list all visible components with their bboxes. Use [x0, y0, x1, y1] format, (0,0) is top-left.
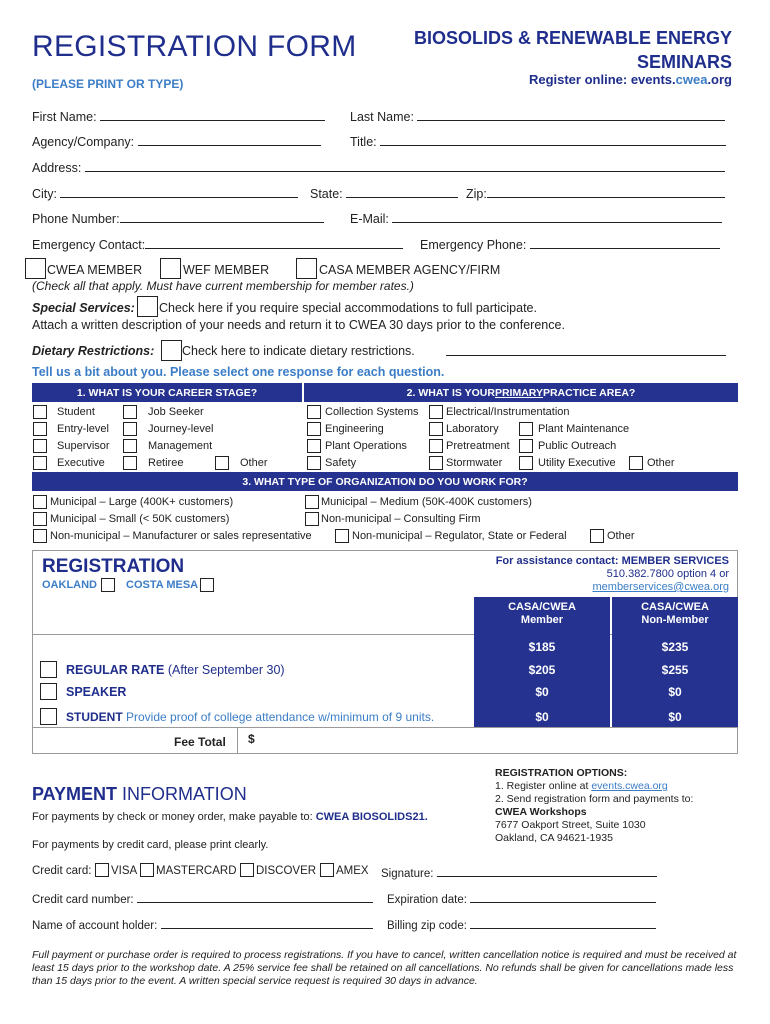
practice-label-outreach: Public Outreach [538, 440, 617, 452]
registration-options: REGISTRATION OPTIONS: 1. Register online at events.cwea.org 2. Send registration form and payments to: CWEA Workshops 7677 Oakport Street, Suite 1030 Oakland, CA 94621-1935 [495, 767, 694, 844]
special-services-text: Check here if you require special accommodations to full participate. [159, 301, 537, 315]
career-label-student: Student [57, 406, 95, 418]
account-holder-field[interactable]: Name of account holder: [32, 917, 373, 932]
dietary-checkbox[interactable] [161, 340, 182, 361]
career-checkbox-job-seeker[interactable] [123, 404, 137, 419]
practice-checkbox-outreach[interactable] [519, 438, 533, 453]
table-divider [32, 727, 738, 728]
dietary-input[interactable] [446, 344, 726, 359]
visa-label: VISA [111, 865, 138, 877]
career-checkbox-supervisor[interactable] [33, 438, 47, 453]
speaker-member-price: $0 [535, 685, 549, 699]
career-label-retiree: Retiree [148, 457, 184, 469]
payment-title: PAYMENT INFORMATION [32, 784, 247, 804]
career-label-management: Management [148, 440, 213, 452]
first-name-field[interactable]: First Name: [32, 109, 325, 124]
credit-card-label: Credit card: [32, 865, 92, 877]
practice-checkbox-engineering[interactable] [307, 421, 321, 436]
career-label-supervisor: Supervisor [57, 440, 110, 452]
payment-card-text: For payments by credit card, please print clearly. [32, 839, 269, 851]
casa-member-checkbox[interactable] [296, 258, 317, 279]
cwea-member-checkbox[interactable] [25, 258, 46, 279]
events-link[interactable]: events.cwea.org [591, 780, 668, 792]
practice-label-stormwater: Stormwater [446, 457, 503, 469]
member-services-email-link[interactable]: memberservices@cwea.org [592, 581, 729, 593]
visa-checkbox[interactable] [95, 862, 109, 877]
speaker-checkbox[interactable] [40, 683, 57, 700]
special-services-text-2: Attach a written description of your needs and return it to CWEA 30 days prior to the conference. [32, 318, 565, 332]
career-checkbox-other[interactable] [215, 455, 229, 470]
career-checkbox-executive[interactable] [33, 455, 47, 470]
email-field[interactable]: E-Mail: [350, 211, 722, 226]
regular-nonmember-price: $255 [661, 663, 689, 677]
state-field[interactable]: State: [310, 186, 458, 201]
dietary-label: Dietary Restrictions: [32, 344, 155, 358]
org-checkbox-other[interactable] [590, 528, 604, 543]
registration-title: REGISTRATION [42, 556, 185, 577]
practice-checkbox-stormwater[interactable] [429, 455, 443, 470]
student-checkbox[interactable] [40, 708, 57, 725]
wef-member-label: WEF MEMBER [183, 263, 270, 277]
practice-checkbox-safety[interactable] [307, 455, 321, 470]
practice-checkbox-pretreatment[interactable] [429, 438, 443, 453]
practice-checkbox-maintenance[interactable] [519, 421, 533, 436]
oakland-checkbox[interactable] [101, 577, 115, 592]
practice-checkbox-other[interactable] [629, 455, 643, 470]
nonmember-column-header: CASA/CWEA Non-Member [641, 601, 709, 626]
org-checkbox-consulting[interactable] [305, 511, 319, 526]
dietary-text: Check here to indicate dietary restrictions. [182, 344, 415, 358]
career-label-other: Other [240, 457, 268, 469]
org-label-other: Other [607, 530, 635, 542]
practice-label-utility-exec: Utility Executive [538, 457, 616, 469]
student-member-price: $0 [535, 710, 549, 724]
org-label-regulator: Non-municipal – Regulator, State or Federal [352, 530, 567, 542]
assistance-contact: For assistance contact: MEMBER SERVICES 510.382.7800 option 4 or memberservices@cwea.org [495, 555, 729, 593]
speaker-nonmember-price: $0 [668, 685, 682, 699]
career-checkbox-entry[interactable] [33, 421, 47, 436]
practice-checkbox-electrical[interactable] [429, 404, 443, 419]
register-online: Register online: events.cwea.org [528, 72, 732, 87]
survey-intro: Tell us a bit about you. Please select one response for each question. [32, 365, 445, 379]
casa-member-label: CASA MEMBER AGENCY/FIRM [319, 263, 501, 277]
regular-rate-label: REGULAR RATE (After September 30) [66, 663, 285, 677]
org-label-municipal-small: Municipal – Small (< 50K customers) [50, 513, 230, 525]
page-title: REGISTRATION FORM [32, 30, 357, 63]
discover-checkbox[interactable] [240, 862, 254, 877]
address-field[interactable]: Address: [32, 160, 725, 175]
oakland-label: OAKLAND [42, 579, 97, 591]
title-field[interactable]: Title: [350, 134, 726, 149]
practice-label-other: Other [647, 457, 675, 469]
amex-checkbox[interactable] [320, 862, 334, 877]
speaker-label: SPEAKER [66, 685, 127, 699]
practice-label-electrical: Electrical/Instrumentation [446, 406, 570, 418]
org-checkbox-regulator[interactable] [335, 528, 349, 543]
practice-label-engineering: Engineering [325, 423, 384, 435]
expiration-field[interactable]: Expiration date: [387, 891, 656, 906]
student-label: STUDENT Provide proof of college attendance w/minimum of 9 units. [66, 710, 435, 724]
practice-label-safety: Safety [325, 457, 357, 469]
student-nonmember-price: $0 [668, 710, 682, 724]
org-checkbox-municipal-large[interactable] [33, 494, 47, 509]
fee-total-label: Fee Total [174, 735, 226, 749]
practice-area-header: 2. WHAT IS YOUR PRIMARY PRACTICE AREA? [304, 383, 738, 402]
org-label-municipal-large: Municipal – Large (400K+ customers) [50, 496, 234, 508]
practice-label-operations: Plant Operations [325, 440, 407, 452]
org-label-municipal-medium: Municipal – Medium (50K-400K customers) [321, 496, 532, 508]
zip-field[interactable]: Zip: [466, 186, 725, 201]
org-checkbox-manufacturer[interactable] [33, 528, 47, 543]
emergency-contact-field[interactable]: Emergency Contact: [32, 237, 403, 252]
last-name-field[interactable]: Last Name: [350, 109, 725, 124]
practice-checkbox-utility-exec[interactable] [519, 455, 533, 470]
regular-rate-checkbox[interactable] [40, 661, 57, 678]
special-services-checkbox[interactable] [137, 296, 158, 317]
signature-field[interactable]: Signature: [381, 865, 657, 880]
practice-label-laboratory: Laboratory [446, 423, 499, 435]
costa-mesa-label: COSTA MESA [126, 579, 199, 591]
costa-mesa-checkbox[interactable] [200, 577, 214, 592]
register-online-link[interactable]: events. [630, 72, 676, 87]
card-number-field[interactable]: Credit card number: [32, 891, 373, 906]
practice-label-pretreatment: Pretreatment [446, 440, 510, 452]
payment-check-text: For payments by check or money order, make payable to: CWEA BIOSOLIDS21. [32, 811, 428, 823]
career-checkbox-management[interactable] [123, 438, 137, 453]
org-checkbox-municipal-medium[interactable] [305, 494, 319, 509]
org-type-header: 3. WHAT TYPE OF ORGANIZATION DO YOU WORK FOR? [32, 472, 738, 491]
mastercard-label: MASTERCARD [156, 865, 237, 877]
amex-label: AMEX [336, 865, 369, 877]
mastercard-checkbox[interactable] [140, 862, 154, 877]
career-label-job-seeker: Job Seeker [148, 406, 204, 418]
career-label-entry: Entry-level [57, 423, 109, 435]
wef-member-checkbox[interactable] [160, 258, 181, 279]
emergency-phone-field[interactable]: Emergency Phone: [420, 237, 720, 252]
membership-note: (Check all that apply. Must have current membership for member rates.) [32, 279, 414, 293]
city-field[interactable]: City: [32, 186, 298, 201]
practice-checkbox-laboratory[interactable] [429, 421, 443, 436]
org-label-manufacturer: Non-municipal – Manufacturer or sales representative [50, 530, 312, 542]
fee-total-divider [237, 727, 238, 754]
regular-member-price: $205 [528, 663, 556, 677]
practice-checkbox-operations[interactable] [307, 438, 321, 453]
seminar-title: BIOSOLIDS & RENEWABLE ENERGY SEMINARS [413, 28, 732, 72]
early-nonmember-price: $235 [661, 640, 689, 654]
cancellation-policy: Full payment or purchase order is required to process registrations. If you have to cancel, written cancellation notice is required and must be received at least 15 days prior to the workshop date. A 25% service fee shall be retained on all cancellations. No refunds shall be given for cancellations made less than 15 days prior to the event. A written special service request is required 30 days in advance. [32, 949, 737, 987]
phone-field[interactable]: Phone Number: [32, 211, 324, 226]
early-member-price: $185 [528, 640, 556, 654]
career-stage-header: 1. WHAT IS YOUR CAREER STAGE? [32, 383, 302, 402]
career-checkbox-journey[interactable] [123, 421, 137, 436]
discover-label: DISCOVER [256, 865, 317, 877]
org-label-consulting: Non-municipal – Consulting Firm [321, 513, 481, 525]
career-checkbox-student[interactable] [33, 404, 47, 419]
career-label-executive: Executive [57, 457, 105, 469]
fee-total-input[interactable]: $ [248, 732, 255, 746]
agency-field[interactable]: Agency/Company: [32, 134, 321, 149]
member-column-header: CASA/CWEA Member [508, 601, 576, 626]
career-label-journey: Journey-level [148, 423, 214, 435]
practice-label-maintenance: Plant Maintenance [538, 423, 630, 435]
print-instruction: (PLEASE PRINT OR TYPE) [32, 77, 184, 91]
org-checkbox-municipal-small[interactable] [33, 511, 47, 526]
practice-label-collection: Collection Systems [325, 406, 419, 418]
practice-checkbox-collection[interactable] [307, 404, 321, 419]
billing-zip-field[interactable]: Billing zip code: [387, 917, 656, 932]
career-checkbox-retiree[interactable] [123, 455, 137, 470]
special-services-row: Special Services: [32, 301, 135, 315]
cwea-member-label: CWEA MEMBER [47, 263, 143, 277]
